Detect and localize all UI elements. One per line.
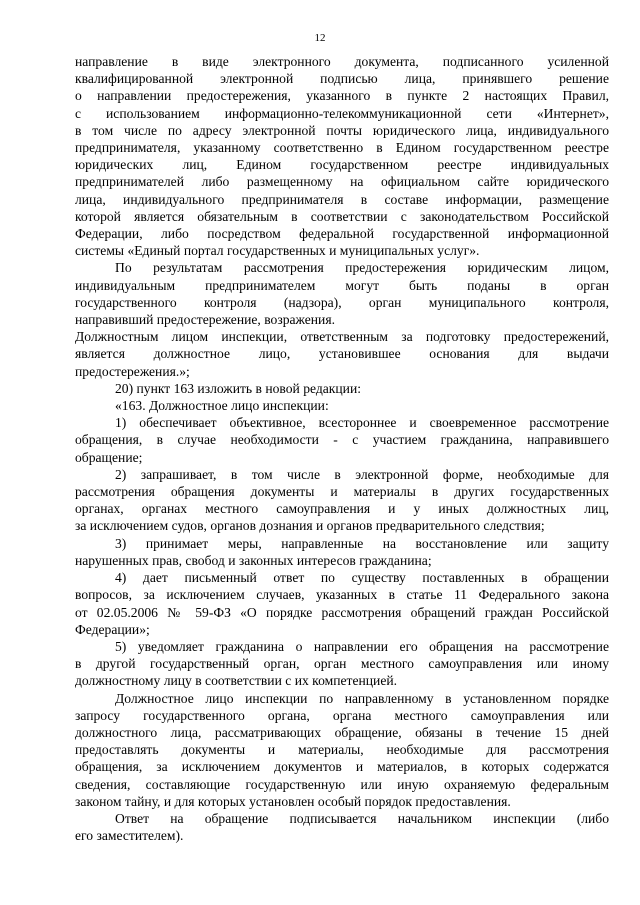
text-line: 20) пункт 163 изложить в новой редакции: [115, 380, 362, 396]
paragraph [75, 397, 609, 414]
text-line: законом тайну, и для которых установлен особый порядок предоставления. [75, 793, 511, 809]
text-line: системы «Единый портал государственных и муниципальных услуг». [75, 243, 480, 259]
text-line: обращения, за исключением документов и материалов, в которых содержатся [75, 759, 609, 775]
text-line: индивидуальным предпринимателем могут быть поданы в орган [75, 277, 609, 293]
text-line: 2) запрашивает, в том числе в электронной форме, необходимые для [115, 466, 609, 482]
text-line: в том числе по адресу электронной почты юридического лица, индивидуального [75, 122, 609, 138]
text-line: 4) дает письменный ответ по существу поставленных в обращении [115, 570, 609, 586]
text-line: сведения, составляющие государственную или иную охраняемую федеральным [75, 776, 609, 792]
text-line: в другой государственный орган, орган местного самоуправления или иному [75, 656, 609, 672]
text-line: «163. Должностное лицо инспекции: [115, 398, 329, 414]
text-line: органах, органах местного самоуправления и у иных должностных лиц, [75, 501, 609, 517]
text-line: которой является обязательным в соответствии с законодательством Российской [75, 208, 609, 224]
text-line: за исключением судов, органов дознания и органов предварительного следствия; [75, 518, 545, 534]
text-line: обращения, в случае необходимости - с участием гражданина, направившего [75, 432, 609, 448]
text-line: Должностным лицом инспекции, ответственным за подготовку предостережений, [75, 329, 609, 345]
paragraph [75, 259, 609, 328]
text-line: должностному лицу в соответствии с их компетенцией. [75, 673, 398, 689]
text-line: 1) обеспечивает объективное, всестороннее и своевременное рассмотрение [115, 415, 609, 431]
text-line: обращение; [75, 449, 143, 465]
text-line: запросу государственного органа, органа местного самоуправления или [75, 707, 609, 723]
text-line: Федерации»; [75, 621, 150, 637]
text-line: от 02.05.2006 № 59-ФЗ «О порядке рассмотрения обращений граждан Российской [75, 604, 609, 620]
text-line: 3) принимает меры, направленные на восстановление или защиту [115, 535, 609, 551]
document-body [75, 53, 609, 844]
page-number: 12 [314, 32, 326, 44]
text-line: юридических лиц, Едином государственном реестре индивидуальных [75, 157, 609, 173]
paragraph [75, 466, 609, 535]
text-line: нарушенных прав, свобод и законных интересов гражданина; [75, 552, 432, 568]
text-line: направление в виде электронного документа, подписанного усиленной [75, 54, 609, 69]
text-line: государственного контроля (надзора), орган муниципального контроля, [75, 294, 609, 310]
paragraph [75, 690, 609, 810]
text-line: предпринимателей либо размещенному на официальном сайте юридического [75, 174, 609, 190]
text-line: 5) уведомляет гражданина о направлении его обращения на рассмотрение [115, 638, 609, 654]
text-line: Должностное лицо инспекции по направленному в установленном порядке [115, 690, 609, 706]
text-line: является должностное лицо, установившее основания для выдачи [75, 346, 609, 362]
text-line: Ответ на обращение подписывается начальником инспекции (либо [115, 810, 609, 826]
text-line: вопросов, за исключением случаев, указанных в статье 11 Федерального закона [75, 587, 609, 603]
paragraph [75, 380, 609, 397]
paragraph [75, 638, 609, 690]
text-line: рассмотрения обращения документы и материалы в других государственных [75, 484, 609, 500]
text-line: По результатам рассмотрения предостережения юридическим лицом, [115, 260, 609, 276]
text-line: предостережения.»; [75, 363, 190, 379]
paragraph [75, 535, 609, 569]
paragraph [75, 569, 609, 638]
paragraph [75, 328, 609, 380]
paragraph [75, 414, 609, 466]
text-line: его заместителем). [75, 828, 184, 844]
text-line: предпринимателя, указанному соответственно в Едином государственном реестре [75, 140, 609, 156]
text-line: должностного лица, рассматривающих обращение, обязаны в течение 15 дней [75, 724, 609, 740]
text-line: лица, индивидуального предпринимателя в составе информации, размещение [75, 191, 609, 207]
text-line: предоставлять документы и материалы, необходимые для рассмотрения [75, 742, 609, 758]
paragraph [75, 810, 609, 844]
text-line: с использованием информационно-телекоммуникационной сети «Интернет», [75, 105, 609, 121]
paragraph [75, 53, 609, 259]
text-line: Федерации, либо посредством федеральной государственной информационной [75, 226, 609, 242]
text-line: направивший предостережение, возражения. [75, 312, 335, 328]
text-line: о направлении предостережения, указанного в пункте 2 настоящих Правил, [75, 88, 609, 104]
text-line: квалифицированной электронной подписью лица, принявшего решение [75, 71, 609, 87]
